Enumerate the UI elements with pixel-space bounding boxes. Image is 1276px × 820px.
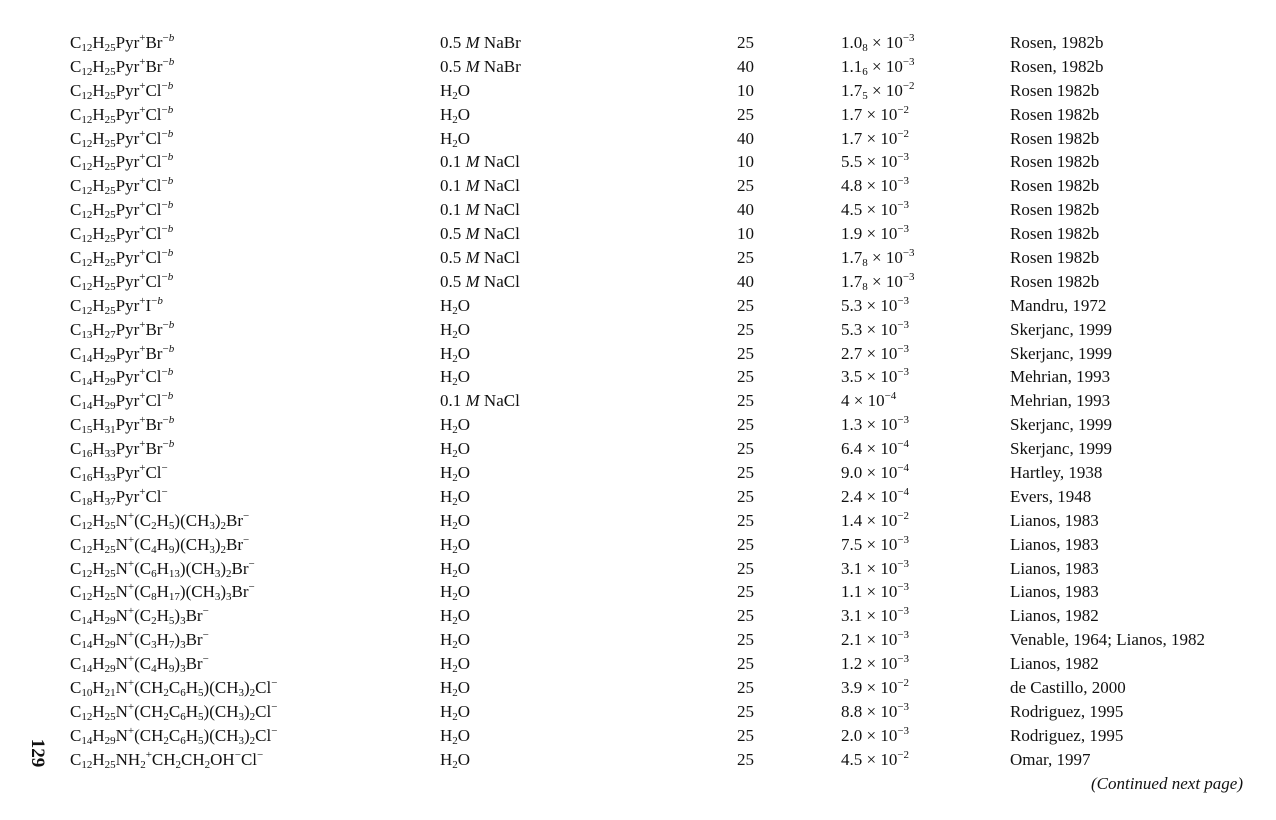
compound-cell: $C_{12}H_{25}N^+(C_4H_9)(CH_3)_2Br^-$ bbox=[70, 533, 250, 556]
temperature-cell: 40 bbox=[737, 128, 754, 148]
cmc-cell: $5.3 \times 10^{-3}$ bbox=[841, 318, 910, 339]
reference-cell: Skerjanc, 1999 bbox=[1010, 319, 1112, 339]
table-row bbox=[70, 509, 1260, 533]
temperature-cell: 25 bbox=[737, 534, 754, 554]
cmc-cell: $1.1_6 \times 10^{-3}$ bbox=[841, 55, 915, 78]
reference-cell: Lianos, 1983 bbox=[1010, 534, 1099, 554]
compound-cell: $C_{16}H_{33}Pyr^+Br^{-b}$ bbox=[70, 438, 175, 461]
medium-cell: 0.5 M NaBr bbox=[440, 56, 521, 76]
page-number: 129 bbox=[27, 738, 48, 768]
medium-cell: $H_2O$ bbox=[440, 295, 471, 317]
medium-cell: 0.5 M NaCl bbox=[440, 224, 520, 244]
compound-cell: $C_{15}H_{31}Pyr^+Br^{-b}$ bbox=[70, 414, 175, 437]
cmc-cell: $1.7_8 \times 10^{-3}$ bbox=[841, 270, 915, 293]
compound-cell: $C_{12}H_{25}N^+(CH_2C_6H_5)(CH_3)_2Cl^-$ bbox=[70, 700, 278, 723]
cmc-cell: $4 \times 10^{-4}$ bbox=[841, 390, 897, 411]
compound-cell: $C_{12}H_{25}Pyr^+Cl^{-b}$ bbox=[70, 270, 174, 293]
table-row bbox=[70, 79, 1260, 103]
compound-cell: $C_{12}H_{25}Pyr^+Cl^{-b}$ bbox=[70, 247, 174, 270]
table-row bbox=[70, 222, 1260, 246]
table-row bbox=[70, 103, 1260, 127]
table-row bbox=[70, 413, 1260, 437]
medium-cell: 0.1 M NaCl bbox=[440, 176, 520, 196]
table-row bbox=[70, 533, 1260, 557]
compound-cell: $C_{14}H_{29}Pyr^+Cl^{-b}$ bbox=[70, 390, 174, 413]
temperature-cell: 25 bbox=[737, 319, 754, 339]
compound-cell: $C_{14}H_{29}Pyr^+Cl^{-b}$ bbox=[70, 366, 174, 389]
table-row bbox=[70, 55, 1260, 79]
table-row bbox=[70, 294, 1260, 318]
compound-cell: $C_{12}H_{25}Pyr^+Cl^{-b}$ bbox=[70, 199, 174, 222]
table-row bbox=[70, 318, 1260, 342]
reference-cell: Mehrian, 1993 bbox=[1010, 391, 1111, 411]
temperature-cell: 25 bbox=[737, 295, 754, 315]
medium-cell: $H_2O$ bbox=[440, 701, 471, 723]
compound-cell: $C_{12}H_{25}Pyr^+Cl^{-b}$ bbox=[70, 127, 174, 150]
compound-cell: $C_{12}H_{25}N^+(C_2H_5)(CH_3)_2Br^-$ bbox=[70, 509, 250, 532]
table-row bbox=[70, 676, 1260, 700]
reference-cell: Rosen 1982b bbox=[1010, 224, 1100, 244]
medium-cell: 0.5 M NaCl bbox=[440, 248, 520, 268]
table-row bbox=[70, 557, 1260, 581]
reference-cell: Skerjanc, 1999 bbox=[1010, 343, 1112, 363]
medium-cell: $H_2O$ bbox=[440, 80, 471, 102]
table-row bbox=[70, 174, 1260, 198]
reference-cell: Rodriguez, 1995 bbox=[1010, 701, 1124, 721]
table-row bbox=[70, 270, 1260, 294]
medium-cell: $H_2O$ bbox=[440, 104, 471, 126]
compound-cell: $C_{12}H_{25}Pyr^+Cl^{-b}$ bbox=[70, 151, 174, 174]
reference-cell: Lianos, 1982 bbox=[1010, 654, 1099, 674]
temperature-cell: 40 bbox=[737, 200, 754, 220]
temperature-cell: 10 bbox=[737, 224, 754, 244]
medium-cell: $H_2O$ bbox=[440, 415, 471, 437]
cmc-cell: $2.7 \times 10^{-3}$ bbox=[841, 342, 910, 363]
temperature-cell: 25 bbox=[737, 582, 754, 602]
table-row bbox=[70, 365, 1260, 389]
continued-note: (Continued next page) bbox=[1090, 774, 1243, 793]
table-row bbox=[70, 748, 1260, 772]
temperature-cell: 25 bbox=[737, 367, 754, 387]
medium-cell: $H_2O$ bbox=[440, 486, 471, 508]
cmc-cell: $9.0 \times 10^{-4}$ bbox=[841, 462, 910, 483]
reference-cell: Rosen 1982b bbox=[1010, 104, 1100, 124]
temperature-cell: 25 bbox=[737, 558, 754, 578]
reference-cell: Rosen 1982b bbox=[1010, 152, 1100, 172]
cmc-cell: $1.7 \times 10^{-2}$ bbox=[841, 127, 910, 148]
temperature-cell: 25 bbox=[737, 510, 754, 530]
table-row bbox=[70, 485, 1260, 509]
compound-cell: $C_{14}H_{29}N^+(C_2H_5)_3Br^-$ bbox=[70, 605, 209, 628]
compound-cell: $C_{12}H_{25}N^+(C_6H_{13})(CH_3)_2Br^-$ bbox=[70, 557, 255, 580]
reference-cell: Rosen 1982b bbox=[1010, 80, 1100, 100]
compound-cell: $C_{12}H_{25}Pyr^+Br^{-b}$ bbox=[70, 32, 175, 54]
medium-cell: $H_2O$ bbox=[440, 534, 471, 556]
compound-cell: $C_{18}H_{37}Pyr^+Cl^-$ bbox=[70, 485, 168, 508]
compound-cell: $C_{12}H_{25}N^+(C_8H_{17})(CH_3)_3Br^-$ bbox=[70, 581, 255, 604]
cmc-cell: $4.5 \times 10^{-2}$ bbox=[841, 748, 910, 769]
medium-cell: $H_2O$ bbox=[440, 582, 471, 604]
temperature-cell: 25 bbox=[737, 725, 754, 745]
data-table bbox=[70, 31, 1260, 772]
temperature-cell: 10 bbox=[737, 152, 754, 172]
reference-cell: Rosen 1982b bbox=[1010, 200, 1100, 220]
temperature-cell: 25 bbox=[737, 415, 754, 435]
reference-cell: Evers, 1948 bbox=[1010, 486, 1092, 506]
medium-cell: $H_2O$ bbox=[440, 439, 471, 461]
medium-cell: $H_2O$ bbox=[440, 678, 471, 700]
cmc-cell: $5.3 \times 10^{-3}$ bbox=[841, 294, 910, 315]
temperature-cell: 25 bbox=[737, 749, 754, 769]
reference-cell: Omar, 1997 bbox=[1010, 749, 1091, 769]
medium-cell: 0.5 M NaCl bbox=[440, 271, 520, 291]
compound-cell: $C_{12}H_{25}Pyr^+Cl^{-b}$ bbox=[70, 223, 174, 246]
cmc-cell: $1.7_5 \times 10^{-2}$ bbox=[841, 79, 915, 102]
medium-cell: $H_2O$ bbox=[440, 558, 471, 580]
cmc-cell: $3.9 \times 10^{-2}$ bbox=[841, 677, 910, 698]
cmc-cell: $1.0_8 \times 10^{-3}$ bbox=[841, 32, 915, 54]
temperature-cell: 25 bbox=[737, 701, 754, 721]
cmc-cell: $1.3 \times 10^{-3}$ bbox=[841, 414, 910, 435]
temperature-cell: 25 bbox=[737, 391, 754, 411]
medium-cell: 0.1 M NaCl bbox=[440, 152, 520, 172]
reference-cell: Venable, 1964; Lianos, 1982 bbox=[1010, 630, 1205, 650]
reference-cell: Lianos, 1983 bbox=[1010, 510, 1099, 530]
cmc-cell: $2.0 \times 10^{-3}$ bbox=[841, 724, 910, 745]
temperature-cell: 25 bbox=[737, 678, 754, 698]
reference-cell: Rosen, 1982b bbox=[1010, 56, 1104, 76]
cmc-cell: $2.1 \times 10^{-3}$ bbox=[841, 629, 910, 650]
medium-cell: 0.5 M NaBr bbox=[440, 33, 521, 52]
cmc-cell: $1.7 \times 10^{-2}$ bbox=[841, 103, 910, 124]
reference-cell: Mandru, 1972 bbox=[1010, 295, 1107, 315]
medium-cell: $H_2O$ bbox=[440, 367, 471, 389]
temperature-cell: 25 bbox=[737, 176, 754, 196]
table-row bbox=[70, 342, 1260, 366]
medium-cell: $H_2O$ bbox=[440, 725, 471, 747]
table-row bbox=[70, 246, 1260, 270]
reference-cell: Rosen 1982b bbox=[1010, 248, 1100, 268]
cmc-cell: $1.9 \times 10^{-3}$ bbox=[841, 223, 910, 244]
table-row bbox=[70, 198, 1260, 222]
cmc-cell: $3.5 \times 10^{-3}$ bbox=[841, 366, 910, 387]
reference-cell: Rosen, 1982b bbox=[1010, 33, 1104, 52]
compound-cell: $C_{16}H_{33}Pyr^+Cl^-$ bbox=[70, 462, 168, 485]
temperature-cell: 25 bbox=[737, 630, 754, 650]
temperature-cell: 25 bbox=[737, 104, 754, 124]
medium-cell: 0.1 M NaCl bbox=[440, 391, 520, 411]
temperature-cell: 25 bbox=[737, 606, 754, 626]
table-row bbox=[70, 461, 1260, 485]
reference-cell: Mehrian, 1993 bbox=[1010, 367, 1111, 387]
compound-cell: $C_{12}H_{25}Pyr^+Br^{-b}$ bbox=[70, 55, 175, 78]
reference-cell: Rosen 1982b bbox=[1010, 176, 1100, 196]
table-row bbox=[70, 437, 1260, 461]
compound-cell: $C_{14}H_{29}N^+(CH_2C_6H_5)(CH_3)_2Cl^-$ bbox=[70, 724, 278, 747]
temperature-cell: 40 bbox=[737, 271, 754, 291]
temperature-cell: 25 bbox=[737, 654, 754, 674]
medium-cell: 0.1 M NaCl bbox=[440, 200, 520, 220]
compound-cell: $C_{12}H_{25}NH_2^+CH_2CH_2OH^-Cl^-$ bbox=[70, 748, 264, 771]
medium-cell: $H_2O$ bbox=[440, 749, 471, 771]
cmc-cell: $7.5 \times 10^{-3}$ bbox=[841, 533, 910, 554]
cmc-cell: $3.1 \times 10^{-3}$ bbox=[841, 605, 910, 626]
compound-cell: $C_{10}H_{21}N^+(CH_2C_6H_5)(CH_3)_2Cl^-$ bbox=[70, 677, 278, 700]
medium-cell: $H_2O$ bbox=[440, 510, 471, 532]
medium-cell: $H_2O$ bbox=[440, 606, 471, 628]
table-row bbox=[70, 724, 1260, 748]
cmc-cell: $4.5 \times 10^{-3}$ bbox=[841, 199, 910, 220]
cmc-cell: $1.1 \times 10^{-3}$ bbox=[841, 581, 910, 602]
temperature-cell: 10 bbox=[737, 80, 754, 100]
compound-cell: $C_{14}H_{29}N^+(C_3H_7)_3Br^-$ bbox=[70, 629, 209, 652]
cmc-cell: $2.4 \times 10^{-4}$ bbox=[841, 485, 910, 506]
temperature-cell: 25 bbox=[737, 248, 754, 268]
cmc-cell: $1.7_8 \times 10^{-3}$ bbox=[841, 247, 915, 270]
reference-cell: de Castillo, 2000 bbox=[1010, 678, 1126, 698]
reference-cell: Lianos, 1982 bbox=[1010, 606, 1099, 626]
reference-cell: Lianos, 1983 bbox=[1010, 558, 1099, 578]
table-row bbox=[70, 580, 1260, 604]
medium-cell: $H_2O$ bbox=[440, 654, 471, 676]
medium-cell: $H_2O$ bbox=[440, 630, 471, 652]
cmc-cell: $3.1 \times 10^{-3}$ bbox=[841, 557, 910, 578]
table-row bbox=[70, 604, 1260, 628]
table-row bbox=[70, 700, 1260, 724]
compound-cell: $C_{14}H_{29}N^+(C_4H_9)_3Br^-$ bbox=[70, 653, 209, 676]
table-row bbox=[70, 31, 1260, 55]
cmc-cell: $1.4 \times 10^{-2}$ bbox=[841, 509, 910, 530]
compound-cell: $C_{12}H_{25}Pyr^+Cl^{-b}$ bbox=[70, 175, 174, 198]
temperature-cell: 25 bbox=[737, 33, 754, 52]
temperature-cell: 40 bbox=[737, 56, 754, 76]
medium-cell: $H_2O$ bbox=[440, 463, 471, 485]
reference-cell: Hartley, 1938 bbox=[1010, 463, 1103, 483]
reference-cell: Lianos, 1983 bbox=[1010, 582, 1099, 602]
compound-cell: $C_{12}H_{25}Pyr^+Cl^{-b}$ bbox=[70, 79, 174, 102]
temperature-cell: 25 bbox=[737, 439, 754, 459]
compound-cell: $C_{12}H_{25}Pyr^+I^{-b}$ bbox=[70, 294, 163, 317]
compound-cell: $C_{14}H_{29}Pyr^+Br^{-b}$ bbox=[70, 342, 175, 365]
cmc-cell: $5.5 \times 10^{-3}$ bbox=[841, 151, 910, 172]
temperature-cell: 25 bbox=[737, 463, 754, 483]
table-row bbox=[70, 652, 1260, 676]
compound-cell: $C_{13}H_{27}Pyr^+Br^{-b}$ bbox=[70, 318, 175, 341]
cmc-cell: $1.2 \times 10^{-3}$ bbox=[841, 653, 910, 674]
table-row bbox=[70, 127, 1260, 151]
cmc-cell: $8.8 \times 10^{-3}$ bbox=[841, 700, 910, 721]
table-row bbox=[70, 628, 1260, 652]
cmc-cell: $4.8 \times 10^{-3}$ bbox=[841, 175, 910, 196]
table-row bbox=[70, 150, 1260, 174]
reference-cell: Rosen 1982b bbox=[1010, 271, 1100, 291]
compound-cell: $C_{12}H_{25}Pyr^+Cl^{-b}$ bbox=[70, 103, 174, 126]
reference-cell: Skerjanc, 1999 bbox=[1010, 415, 1112, 435]
cmc-cell: $6.4 \times 10^{-4}$ bbox=[841, 438, 910, 459]
medium-cell: $H_2O$ bbox=[440, 128, 471, 150]
medium-cell: $H_2O$ bbox=[440, 319, 471, 341]
temperature-cell: 25 bbox=[737, 486, 754, 506]
medium-cell: $H_2O$ bbox=[440, 343, 471, 365]
reference-cell: Skerjanc, 1999 bbox=[1010, 439, 1112, 459]
temperature-cell: 25 bbox=[737, 343, 754, 363]
reference-cell: Rodriguez, 1995 bbox=[1010, 725, 1124, 745]
reference-cell: Rosen 1982b bbox=[1010, 128, 1100, 148]
table-row bbox=[70, 389, 1260, 413]
